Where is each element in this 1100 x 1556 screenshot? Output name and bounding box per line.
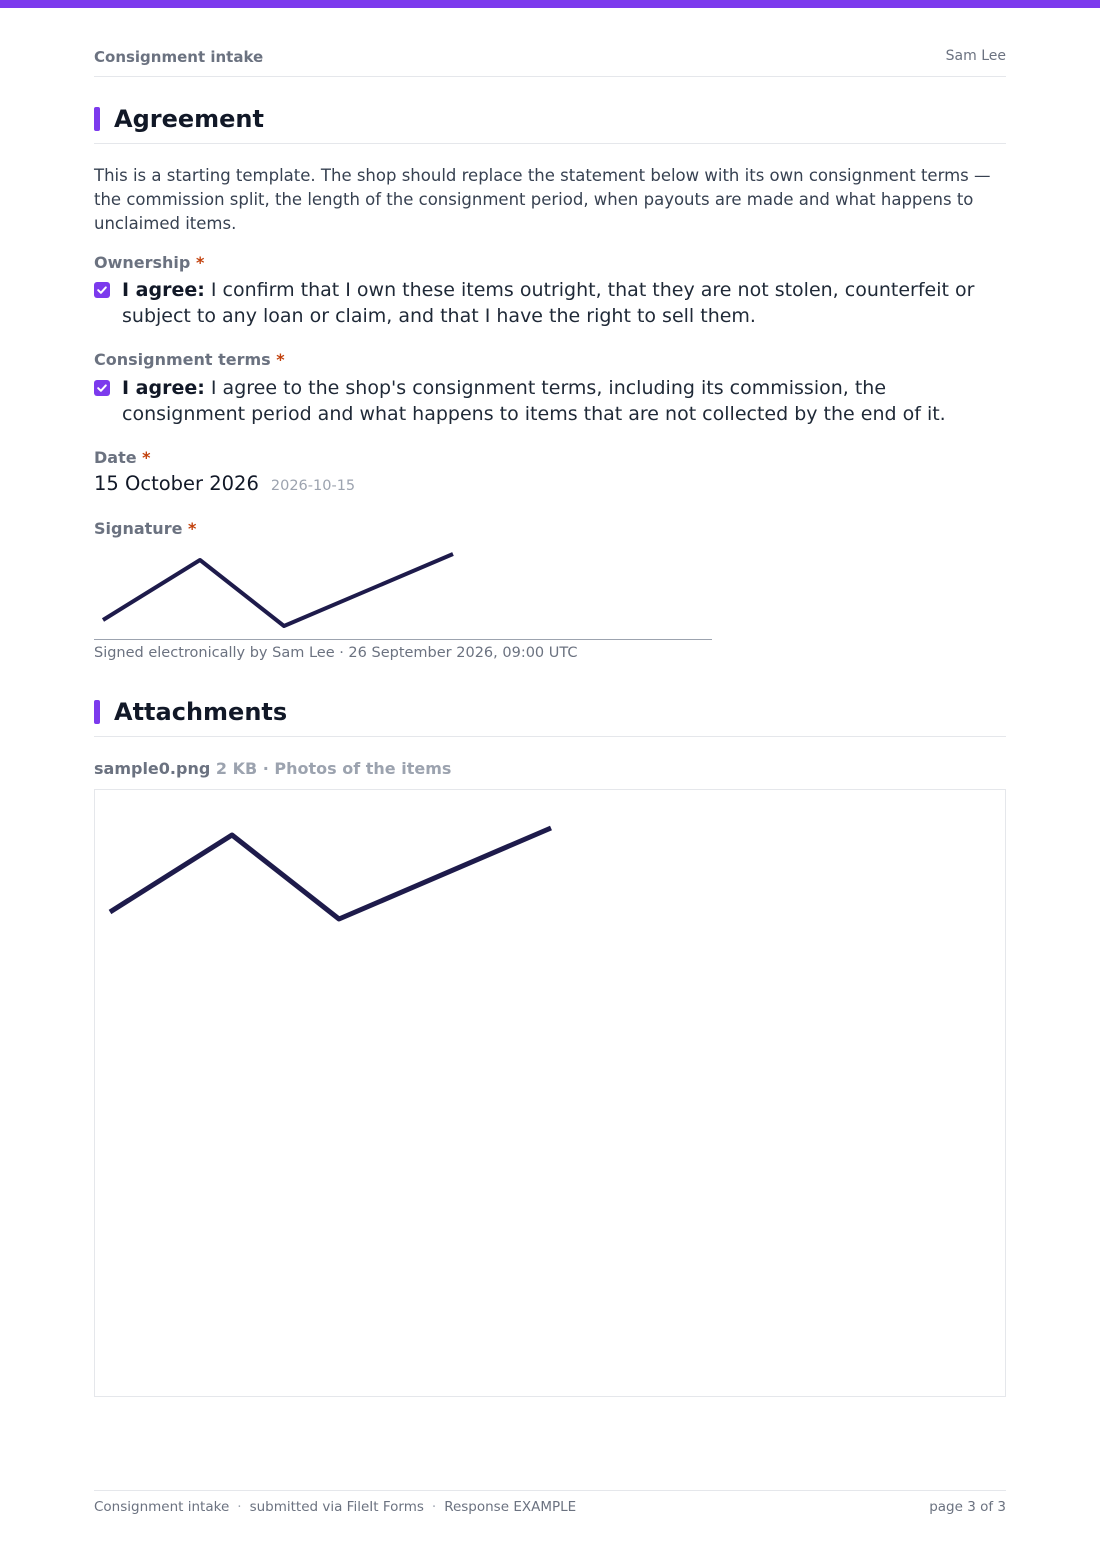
date-label bbox=[94, 448, 151, 467]
signature-drawing bbox=[94, 546, 712, 640]
required-mark: * bbox=[276, 350, 285, 369]
check-icon bbox=[96, 382, 108, 394]
attachment-file-meta: 2 KB · Photos of the items bbox=[215, 759, 452, 778]
ownership-agreement-text bbox=[122, 277, 1006, 329]
ownership-checkbox[interactable] bbox=[94, 282, 110, 298]
section-attachments-heading bbox=[94, 700, 1006, 737]
footer-separator: · bbox=[431, 1499, 437, 1515]
header-user-name: Sam Lee bbox=[945, 48, 1006, 64]
terms-agreement-text bbox=[122, 375, 1006, 427]
footer-separator: · bbox=[237, 1499, 242, 1515]
signature-box bbox=[94, 546, 712, 640]
required-mark: * bbox=[188, 519, 197, 538]
section-accent-bar bbox=[94, 700, 100, 724]
agreement-intro: This is a starting template. The shop should replace the statement below with its own consignment terms — the commission split, the length of the consignment period, when payouts are made and what happens to unclaimed items. bbox=[94, 166, 991, 233]
ownership-label-text: Ownership bbox=[94, 253, 191, 272]
date-label-text: Date bbox=[94, 448, 137, 467]
terms-label bbox=[94, 350, 285, 369]
footer-submitted-via: submitted via FileIt Forms bbox=[249, 1499, 424, 1515]
running-header bbox=[94, 48, 1006, 77]
ownership-label bbox=[94, 253, 204, 272]
required-mark: * bbox=[142, 448, 151, 467]
date-long: 15 October 2026 bbox=[94, 472, 259, 495]
page-footer bbox=[94, 1490, 1006, 1515]
date-iso: 2026-10-15 bbox=[270, 478, 356, 494]
header-form-title: Consignment intake bbox=[94, 48, 264, 66]
ownership-statement: I confirm that I own these items outright, that they are not stolen, counterfeit or subject to any loan or claim, and that I have the right to sell them. bbox=[122, 279, 975, 327]
agree-prefix: I agree: bbox=[122, 377, 205, 399]
attachment-image bbox=[95, 790, 1005, 1396]
footer-page-number: page 3 of 3 bbox=[929, 1499, 1006, 1515]
footer-form-title: Consignment intake bbox=[94, 1499, 230, 1515]
top-accent-bar bbox=[0, 0, 1100, 8]
footer-response: Response EXAMPLE bbox=[444, 1499, 577, 1515]
required-mark: * bbox=[195, 253, 205, 272]
signature-meta: Signed electronically by Sam Lee · 26 September 2026, 09:00 UTC bbox=[94, 645, 578, 661]
agree-prefix: I agree: bbox=[122, 279, 205, 301]
footer-left bbox=[94, 1499, 576, 1515]
section-accent-bar bbox=[94, 107, 100, 131]
check-icon bbox=[96, 284, 108, 296]
attachment-file-name[interactable]: sample0.png bbox=[94, 759, 211, 778]
attachment-caption bbox=[94, 759, 451, 778]
signature-label bbox=[94, 519, 196, 538]
ownership-agreement bbox=[94, 277, 1006, 329]
date-value bbox=[94, 472, 355, 495]
section-title: Agreement bbox=[114, 105, 264, 133]
terms-statement: I agree to the shop's consignment terms, including its commission, the consignment period and what happens to items that are not collected by the end of it. bbox=[122, 377, 946, 425]
terms-agreement bbox=[94, 375, 1006, 427]
terms-checkbox[interactable] bbox=[94, 380, 110, 396]
signature-label-text: Signature bbox=[94, 519, 183, 538]
terms-label-text: Consignment terms bbox=[94, 350, 271, 369]
attachment-preview bbox=[94, 789, 1006, 1397]
section-title: Attachments bbox=[114, 698, 288, 726]
section-agreement-heading bbox=[94, 107, 1006, 144]
